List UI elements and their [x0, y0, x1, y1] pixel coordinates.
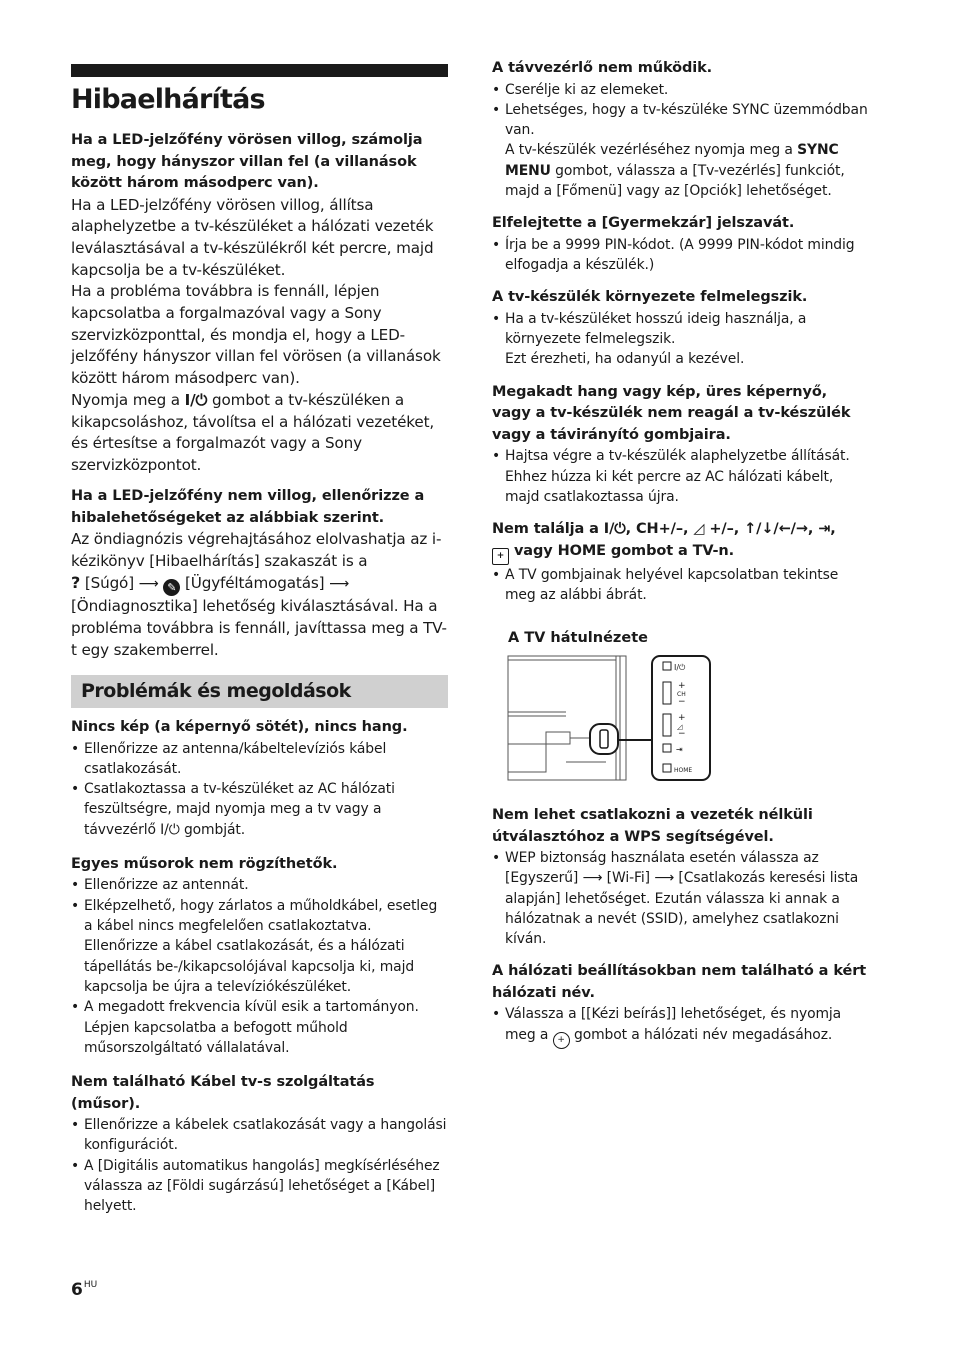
list-item: • A TV gombjainak helyével kapcsolatban tekintse meg az alábbi ábrát.: [492, 565, 870, 606]
recording-heading: Egyes műsorok nem rögzíthetők.: [71, 855, 338, 872]
list-item: • Csatlakoztassa a tv-készüléket az AC hálózati feszültségre, majd nyomja meg a tv vagy a távvezérlő I/⏻ gombját.: [71, 779, 448, 840]
page-title: Hibaelhárítás: [71, 84, 265, 115]
arrow-icon: ⟶: [329, 576, 350, 593]
list-item: • Elképzelhető, hogy zárlatos a műholdkábel, esetleg a kábel nincs megfelelően csatlakoztatva. Ellenőrizze a kábel csatlakozását, és a hálózati tápellátás be-/kikapcsolójával kapcsolja ki, majd kapcsolja be újra a televíziókészüléket.: [71, 896, 448, 997]
wps-heading: Nem lehet csatlakozni a vezeték nélküli útválasztóhoz a WPS segítségével.: [492, 807, 813, 845]
cable-service-list: [71, 1115, 448, 1216]
no-picture-heading: Nincs kép (a képernyő sötét), nincs hang.: [71, 719, 408, 735]
frozen-list: [492, 446, 870, 507]
cable-service-heading: Nem található Kábel tv-s szolgáltatás (műsor).: [71, 1074, 375, 1112]
list-item: • Ha a tv-készüléket hosszú ideig használja, a környezete felmelegszik. Ezt érezheti, ha odanyúl a kezével.: [492, 309, 870, 370]
list-item: • Cserélje ki az elemeket.: [492, 80, 870, 100]
problems-list-right-2: [492, 805, 870, 1049]
ch-label: CH: [677, 691, 686, 698]
parental-lock-heading: Elfelejtette a [Gyermekzár] jelszavát.: [492, 215, 795, 232]
list-item: • Ellenőrizze az antennát.: [71, 875, 448, 895]
wps-list: [492, 848, 870, 949]
no-picture-list: [71, 739, 448, 840]
led-section: [71, 130, 448, 477]
home-label: HOME: [674, 767, 693, 774]
list-item: • A [Digitális automatikus hangolás] megkísérléséhez válassza az [Földi sugárzású] lehetőséget a [Kábel] helyett.: [71, 1156, 448, 1217]
support-icon: ✎: [163, 579, 180, 596]
svg-text:+: +: [678, 681, 686, 691]
led-noblink-heading: Ha a LED-jelzőfény nem villog, ellenőrizze a hibalehetőségeket az alábbiak szerint.: [71, 488, 425, 526]
svg-text:−: −: [678, 729, 686, 739]
enter-button-icon: +: [492, 548, 509, 565]
problems-list-left: [71, 717, 448, 1217]
list-item: • Ellenőrizze a kábelek csatlakozását vagy a hangolási konfigurációt.: [71, 1115, 448, 1156]
led-blink-text-1: Ha a LED-jelzőfény vörösen villog, állítsa alaphelyzetbe a tv-készüléket a hálózati vezeték leválasztásával a tv-készülékről két percre, majd kapcsolja be a tv-készüléket.: [71, 195, 434, 279]
list-item: • Lehetséges, hogy a tv-készüléke SYNC üzemmódban van. A tv-készülék vezérléséhez nyomja meg a SYNC MENU gombot, válassza a [Tv-vezérlés] funkciót, majd a [Főmenü] vagy az [Opciók] lehetőséget.: [492, 100, 870, 201]
frozen-heading: Megakadt hang vagy kép, üres képernyő, vagy a tv-készülék nem reagál a tv-készülék vagy a távirányító gombjaira.: [492, 383, 851, 443]
led-blink-heading: Ha a LED-jelzőfény vörösen villog, számolja meg, hogy hányszor villan fel (a villanások között három másodperc van).: [71, 132, 423, 191]
led-noblink-section: [71, 486, 448, 662]
power-button-icon: I/⏻: [184, 390, 208, 409]
list-item: • Írja be a 9999 PIN-kódot. (A 9999 PIN-kódot mindig elfogadja a készülék.): [492, 235, 870, 276]
list-item: • WEP biztonság használata esetén válassza az [Egyszerű] ⟶ [Wi-Fi] ⟶ [Csatlakozás keresési lista alapján] lehetőséget. Ezután válassza ki annak a hálózatnak a nevét (SSID), amelyhez csatlakozni kíván.: [492, 848, 870, 949]
svg-text:−: −: [678, 697, 686, 707]
tv-rear-view-diagram: [506, 652, 716, 784]
remote-heading: A távvezérlő nem működik.: [492, 60, 713, 76]
parental-lock-list: [492, 235, 870, 276]
network-name-list: [492, 1004, 870, 1048]
problems-list-right: [492, 58, 870, 605]
list-item: • Hajtsa végre a tv-készülék alaphelyzetbe állítását. Ehhez húzza ki két percre az AC hálózati kábelt, majd csatlakoztassa újra.: [492, 446, 870, 507]
heat-list: [492, 309, 870, 370]
list-item: • A megadott frekvencia kívül esik a tartományon. Lépjen kapcsolatba a befogott műhold műsorszolgáltató vállalatával.: [71, 997, 448, 1058]
svg-text:⇥: ⇥: [676, 745, 683, 754]
enter-button-icon: +: [553, 1032, 570, 1049]
figure-label: A TV hátulnézete: [508, 630, 648, 646]
section-header: Problémák és megoldások: [71, 675, 448, 708]
led-blink-text-2: Ha a probléma továbbra is fennáll, lépjen kapcsolatba a forgalmazóval vagy a Sony szervizközponttal, és mondja el, hogy a LED-jelzőfény hányszor villan fel vörösen (a villanások között három másodperc van).: [71, 282, 441, 388]
svg-text:I/⏻: I/⏻: [674, 663, 686, 672]
self-diagnosis-text: Az öndiagnózis végrehajtásához elolvashatja az i-kézikönyv [Hibaelhárítás] szakaszát is a ? [Súgó] ⟶ ✎ [Ügyféltámogatás] ⟶ [Öndiagnosztika] lehetőség kiválasztásával. Ha a probléma továbbra is fennáll, javíttassa meg a TV-t egy szakemberrel.: [71, 530, 447, 659]
network-name-heading: A hálózati beállításokban nem található a kért hálózati név.: [492, 963, 867, 1001]
led-blink-text-3: Nyomja meg a I/⏻ gombot a tv-készüléken a kikapcsoláshoz, távolítsa el a hálózati vezetéket, és értesítse a forgalmazót vagy a Sony szervizközpontot.: [71, 390, 435, 474]
arrow-icon: ⟶: [138, 576, 159, 593]
remote-list: [492, 80, 870, 202]
tv-buttons-list: [492, 565, 870, 606]
help-icon: ?: [71, 573, 81, 593]
svg-text:◿: ◿: [677, 723, 683, 731]
list-item: • Válassza a [[Kézi beírás]] lehetőséget, és nyomja meg a + gombot a hálózati név megadásához.: [492, 1004, 870, 1048]
list-item: • Ellenőrizze az antenna/kábeltelevíziós kábel csatlakozását.: [71, 739, 448, 780]
heat-heading: A tv-készülék környezete felmelegszik.: [492, 289, 808, 306]
svg-text:+: +: [678, 713, 686, 723]
tv-buttons-heading: Nem találja a I/⏻, CH+/–, ◿ +/–, ↑/↓/←/→, ⇥, + vagy HOME gombot a TV-n.: [492, 519, 870, 565]
recording-list: [71, 875, 448, 1058]
page-number: $6^{HU}$: [71, 1280, 98, 1300]
title-rule: [71, 64, 448, 77]
